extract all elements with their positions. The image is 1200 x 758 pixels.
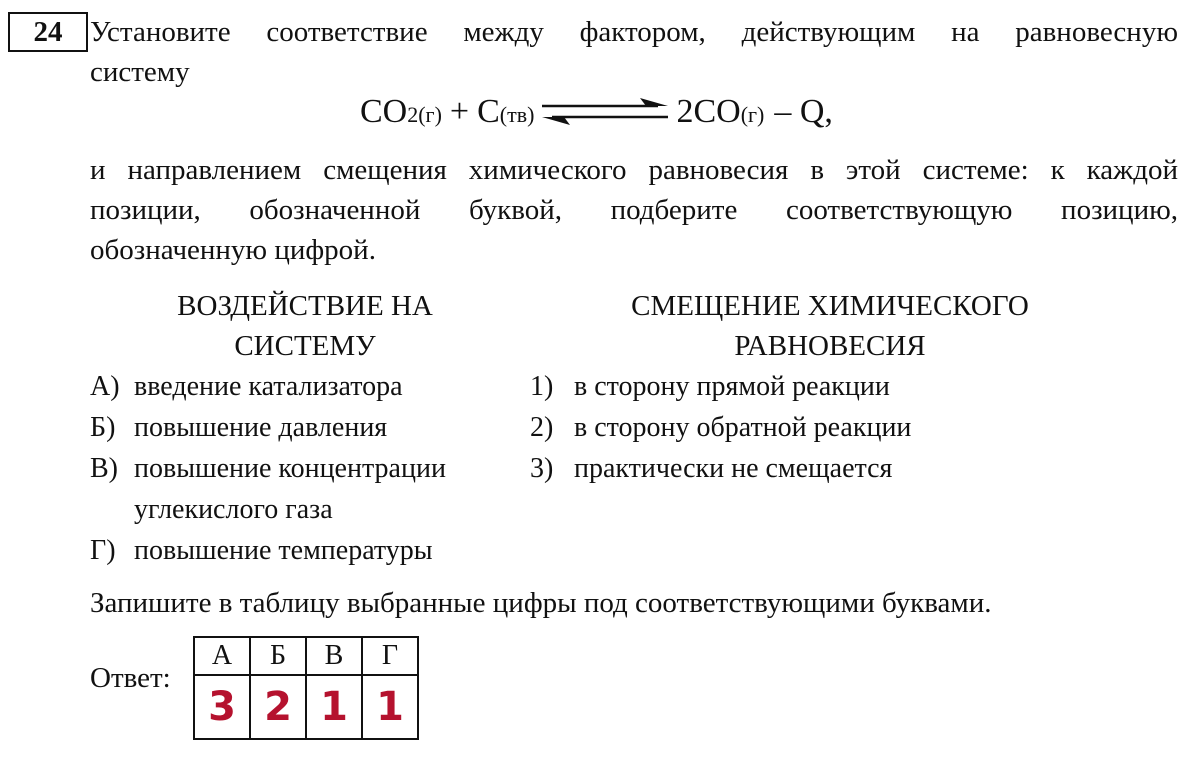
right-header-line2: РАВНОВЕСИЯ [734,330,926,362]
equilibrium-arrows-icon [540,96,670,126]
item-label: Б) [90,412,116,443]
task-intro-line2: систему [90,56,190,88]
item-label: 2) [530,412,554,443]
reactant-c: C [477,93,500,130]
list-item-1 [530,367,890,407]
left-header-line1: ВОЗДЕЙСТВИЕ НА [177,290,433,322]
answer-values-row [194,675,418,739]
chemical-equation [360,92,833,131]
task-number: 24 [8,12,88,52]
answer-value[interactable]: 1 [306,675,362,739]
answer-table [193,636,419,740]
left-header-line2: СИСТЕМУ [234,330,376,362]
heat-term: – Q, [774,93,833,130]
item-text: повышение концентрации [134,453,446,484]
list-item-v-continuation: углекислого газа [134,494,333,525]
reactant-co2: CO [360,93,408,130]
list-item-v [90,449,446,489]
list-item-b [90,408,387,448]
answer-letter: Г [362,637,418,675]
item-text: в сторону прямой реакции [574,371,890,402]
item-text: повышение давления [134,412,388,443]
item-text: практически не смещается [574,453,893,484]
reactant-c-state: (тв) [499,102,535,127]
plus-sign: + [449,93,470,130]
item-text: в сторону обратной реакции [574,412,912,443]
product-co: 2CO [676,93,741,130]
item-label: В) [90,453,118,484]
answer-value[interactable]: 3 [194,675,250,739]
list-item-2 [530,408,911,448]
item-label: 1) [530,371,554,402]
task-intro-line1: Установите соответствие между фактором, действующим на равновесную [90,16,1178,48]
right-header-line1: СМЕЩЕНИЕ ХИМИЧЕСКОГО [631,290,1029,322]
item-label: 3) [530,453,554,484]
list-item-a [90,367,403,407]
item-label: А) [90,371,120,402]
answer-value[interactable]: 1 [362,675,418,739]
instruction: Запишите в таблицу выбранные цифры под соответствующими буквами. [90,587,992,619]
task-text-line1: и направлением смещения химического равновесия в этой системе: к каждой [90,154,1178,186]
list-item-g [90,531,433,571]
answer-label: Ответ: [90,662,171,694]
answer-letters-row [194,637,418,675]
product-co-state: (г) [740,102,765,127]
answer-letter: А [194,637,250,675]
task-text-line3: обозначенную цифрой. [90,234,376,266]
task-text-line2: позиции, обозначенной буквой, подберите соответствующую позицию, [90,194,1178,226]
answer-letter: Б [250,637,306,675]
reactant-co2-state: 2(г) [407,102,442,127]
answer-value[interactable]: 2 [250,675,306,739]
item-text: введение катализатора [134,371,403,402]
list-item-3 [530,449,892,489]
answer-letter: В [306,637,362,675]
item-label: Г) [90,535,116,566]
item-text: повышение температуры [134,535,433,566]
